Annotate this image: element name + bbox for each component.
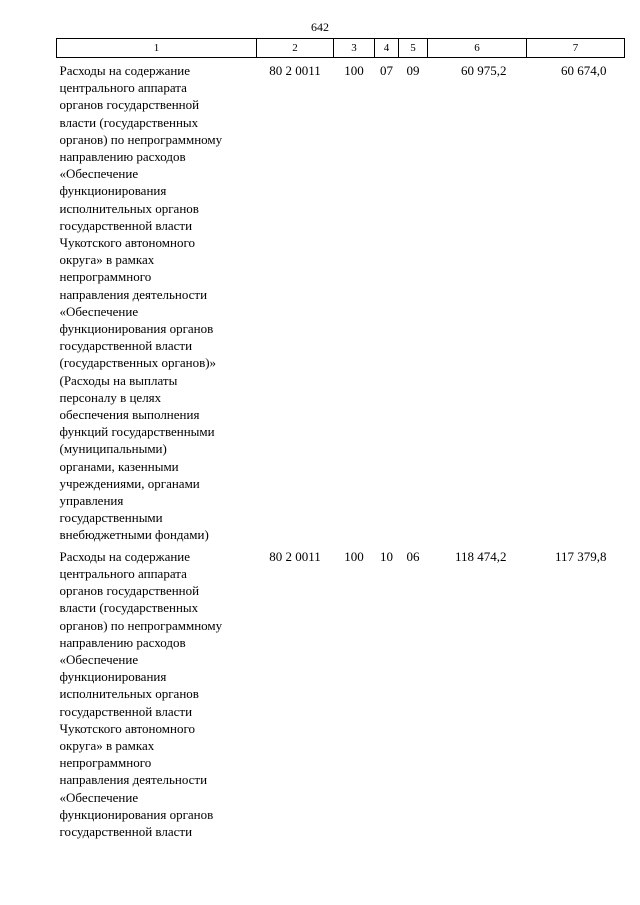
header-row: [57, 39, 625, 58]
description-line: функционирования: [59, 669, 167, 685]
description-line: направлению расходов: [59, 634, 186, 650]
description-line: (государственных органов)»: [59, 355, 217, 371]
description-line: (Расходы на выплаты: [59, 372, 178, 388]
description-line: «Обеспечение: [59, 789, 139, 805]
amount-year-1: 118 474,2: [454, 548, 507, 564]
description-line: центрального аппарата: [59, 565, 187, 581]
description-line: «Обеспечение: [59, 651, 139, 667]
column-header-4: 4: [375, 39, 399, 58]
description-line: внебюджетными фондами): [59, 527, 209, 543]
description-line: учреждениями, органами: [59, 475, 200, 491]
description-line: органов) по непрограммному: [59, 617, 223, 633]
subsection-code: 06: [406, 548, 420, 564]
description-line: органов) по непрограммному: [59, 131, 223, 147]
column-header-2: 2: [257, 39, 334, 58]
subsection-code: 09: [406, 63, 420, 78]
column-header-3: 3: [334, 39, 375, 58]
expense-type-code: 100: [344, 63, 364, 78]
section-code: 07: [380, 63, 393, 78]
description-line: органов государственной: [59, 97, 200, 113]
description-line: функций государственными: [59, 424, 215, 440]
description-line: органами, казенными: [59, 458, 179, 474]
description-line: центрального аппарата: [59, 80, 187, 96]
description-line: власти (государственных: [59, 114, 199, 130]
column-header-1: 1: [57, 39, 257, 58]
description-line: (муниципальными): [59, 441, 167, 457]
description-line: направлению расходов: [59, 149, 186, 165]
description-line: направления деятельности: [59, 286, 208, 302]
row-description: [57, 58, 257, 544]
description-line: «Обеспечение: [59, 166, 139, 182]
amount-year-2: 60 674,0: [561, 63, 607, 78]
description-line: государственной власти: [59, 703, 193, 719]
amount-year-1: 60 975,2: [461, 63, 507, 78]
expense-type-code: 100: [344, 548, 364, 564]
table-row: [57, 544, 625, 840]
description-line: непрограммного: [59, 755, 152, 771]
description-line: функционирования органов: [59, 806, 214, 822]
description-line: функционирования органов: [59, 321, 214, 337]
table-row: [57, 58, 625, 544]
description-line: округа» в рамках: [59, 737, 155, 753]
amount-year-2: 117 379,8: [554, 548, 607, 564]
description-line: государственной власти: [59, 338, 193, 354]
description-line: Расходы на содержание: [59, 63, 191, 78]
description-line: государственными: [59, 510, 163, 526]
description-line: исполнительных органов: [59, 200, 199, 216]
description-line: округа» в рамках: [59, 252, 155, 268]
description-line: Чукотского автономного: [59, 720, 195, 736]
column-header-6: 6: [428, 39, 527, 58]
description-line: управления: [59, 493, 124, 509]
section-code: 10: [380, 548, 393, 564]
column-header-7: 7: [527, 39, 625, 58]
description-line: обеспечения выполнения: [59, 407, 200, 423]
column-header-5: 5: [399, 39, 428, 58]
description-line: непрограммного: [59, 269, 152, 285]
budget-table: [56, 38, 625, 840]
description-line: власти (государственных: [59, 600, 199, 616]
description-line: Чукотского автономного: [59, 235, 195, 251]
description-line: Расходы на содержание: [59, 548, 191, 564]
description-line: функционирования: [59, 183, 167, 199]
target-article-code: 80 2 0011: [269, 548, 321, 564]
description-line: направления деятельности: [59, 772, 208, 788]
description-line: органов государственной: [59, 583, 200, 599]
page-number: 642: [311, 20, 329, 34]
description-line: исполнительных органов: [59, 686, 199, 702]
description-line: персоналу в целях: [59, 389, 162, 405]
target-article-code: 80 2 0011: [269, 63, 321, 78]
description-line: государственной власти: [59, 217, 193, 233]
description-line: государственной власти: [59, 823, 193, 839]
row-description: [57, 544, 257, 840]
description-line: «Обеспечение: [59, 303, 139, 319]
